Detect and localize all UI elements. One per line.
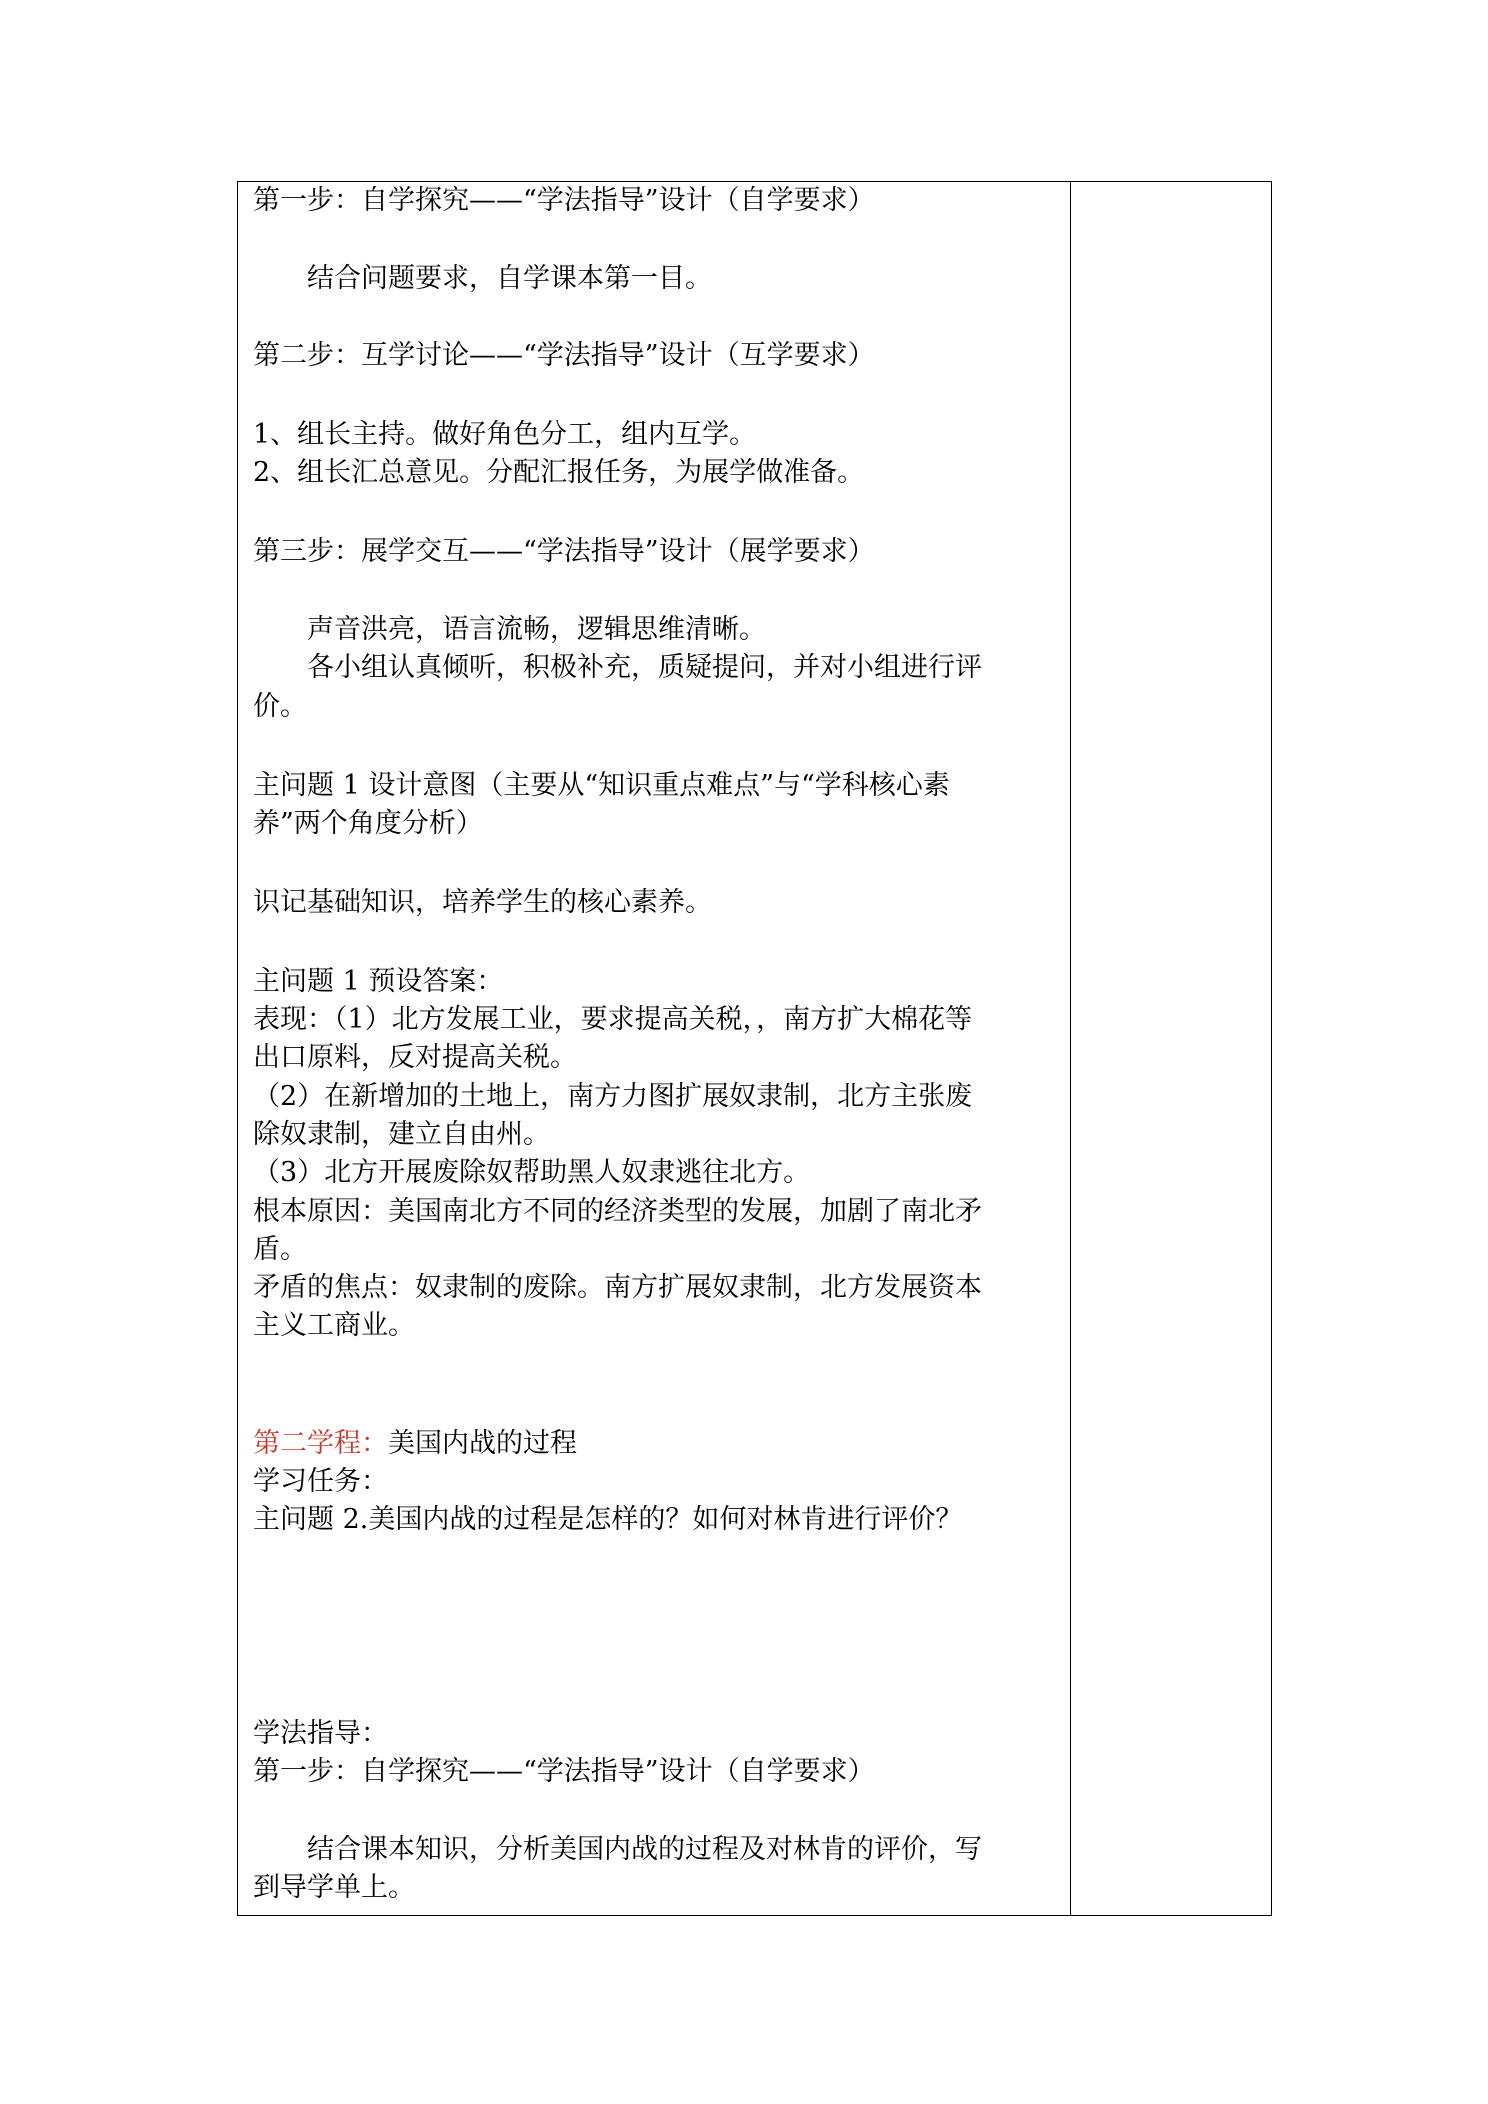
step2-heading: 第二步：互学讨论——“学法指导”设计（互学要求） <box>253 340 875 371</box>
stage2-label: 第二学程： <box>253 1428 388 1459</box>
q1-answer-line: 表现：（1）北方发展工业，要求提高关税，，南方扩大棉花等 <box>253 1004 973 1035</box>
q1-answer-line: 矛盾的焦点：奴隶制的废除。南方扩展奴隶制，北方发展资本 <box>253 1272 982 1303</box>
q1-answer-heading: 主问题 1 预设答案： <box>253 966 504 997</box>
q1-answer-line: 除奴隶制，建立自由州。 <box>253 1119 550 1150</box>
step3-body-2-cont: 价。 <box>253 691 307 722</box>
lesson-plan-table <box>237 181 1272 1916</box>
q1-answer-line: （3）北方开展废除奴帮助黑人奴隶逃往北方。 <box>253 1157 811 1188</box>
q1-answer-line: 盾。 <box>253 1234 307 1265</box>
learning-task-label: 学习任务： <box>253 1466 388 1497</box>
q1-intent-heading: 主问题 1 设计意图（主要从“知识重点难点”与“学科核心素 <box>253 770 950 801</box>
stage2-title: 美国内战的过程 <box>388 1428 577 1459</box>
q2-text: 主问题 2.美国内战的过程是怎样的？如何对林肯进行评价？ <box>253 1504 963 1535</box>
stage2-step1-body: 结合课本知识，分析美国内战的过程及对林肯的评价，写 <box>307 1834 982 1865</box>
stage2-step1-body-cont: 到导学单上。 <box>253 1872 415 1903</box>
step2-item-2: 2、组长汇总意见。分配汇报任务，为展学做准备。 <box>253 457 865 488</box>
q1-answer-line: 出口原料，反对提高关税。 <box>253 1042 577 1073</box>
stage2-heading <box>253 1425 577 1463</box>
step1-heading: 第一步：自学探究——“学法指导”设计（自学要求） <box>253 185 875 216</box>
q1-answer-line: （2）在新增加的土地上，南方力图扩展奴隶制，北方主张废 <box>253 1081 973 1112</box>
q1-intent-body: 识记基础知识，培养学生的核心素养。 <box>253 887 712 918</box>
q1-answer-line: 主义工商业。 <box>253 1310 415 1341</box>
step3-body-2: 各小组认真倾听，积极补充，质疑提问，并对小组进行评 <box>307 652 982 683</box>
step1-body: 结合问题要求，自学课本第一目。 <box>307 263 712 294</box>
step3-body-1: 声音洪亮，语言流畅，逻辑思维清晰。 <box>307 614 766 645</box>
step3-heading: 第三步：展学交互——“学法指导”设计（展学要求） <box>253 536 875 567</box>
step2-item-1: 1、组长主持。做好角色分工，组内互学。 <box>253 419 757 450</box>
q1-answer-line: 根本原因：美国南北方不同的经济类型的发展，加剧了南北矛 <box>253 1196 982 1227</box>
method-guide-label: 学法指导： <box>253 1718 388 1749</box>
column-divider <box>1070 182 1071 1915</box>
q1-intent-heading-cont: 养”两个角度分析） <box>253 808 483 839</box>
stage2-step1-heading: 第一步：自学探究——“学法指导”设计（自学要求） <box>253 1756 875 1787</box>
notes-column <box>1072 182 1271 1915</box>
